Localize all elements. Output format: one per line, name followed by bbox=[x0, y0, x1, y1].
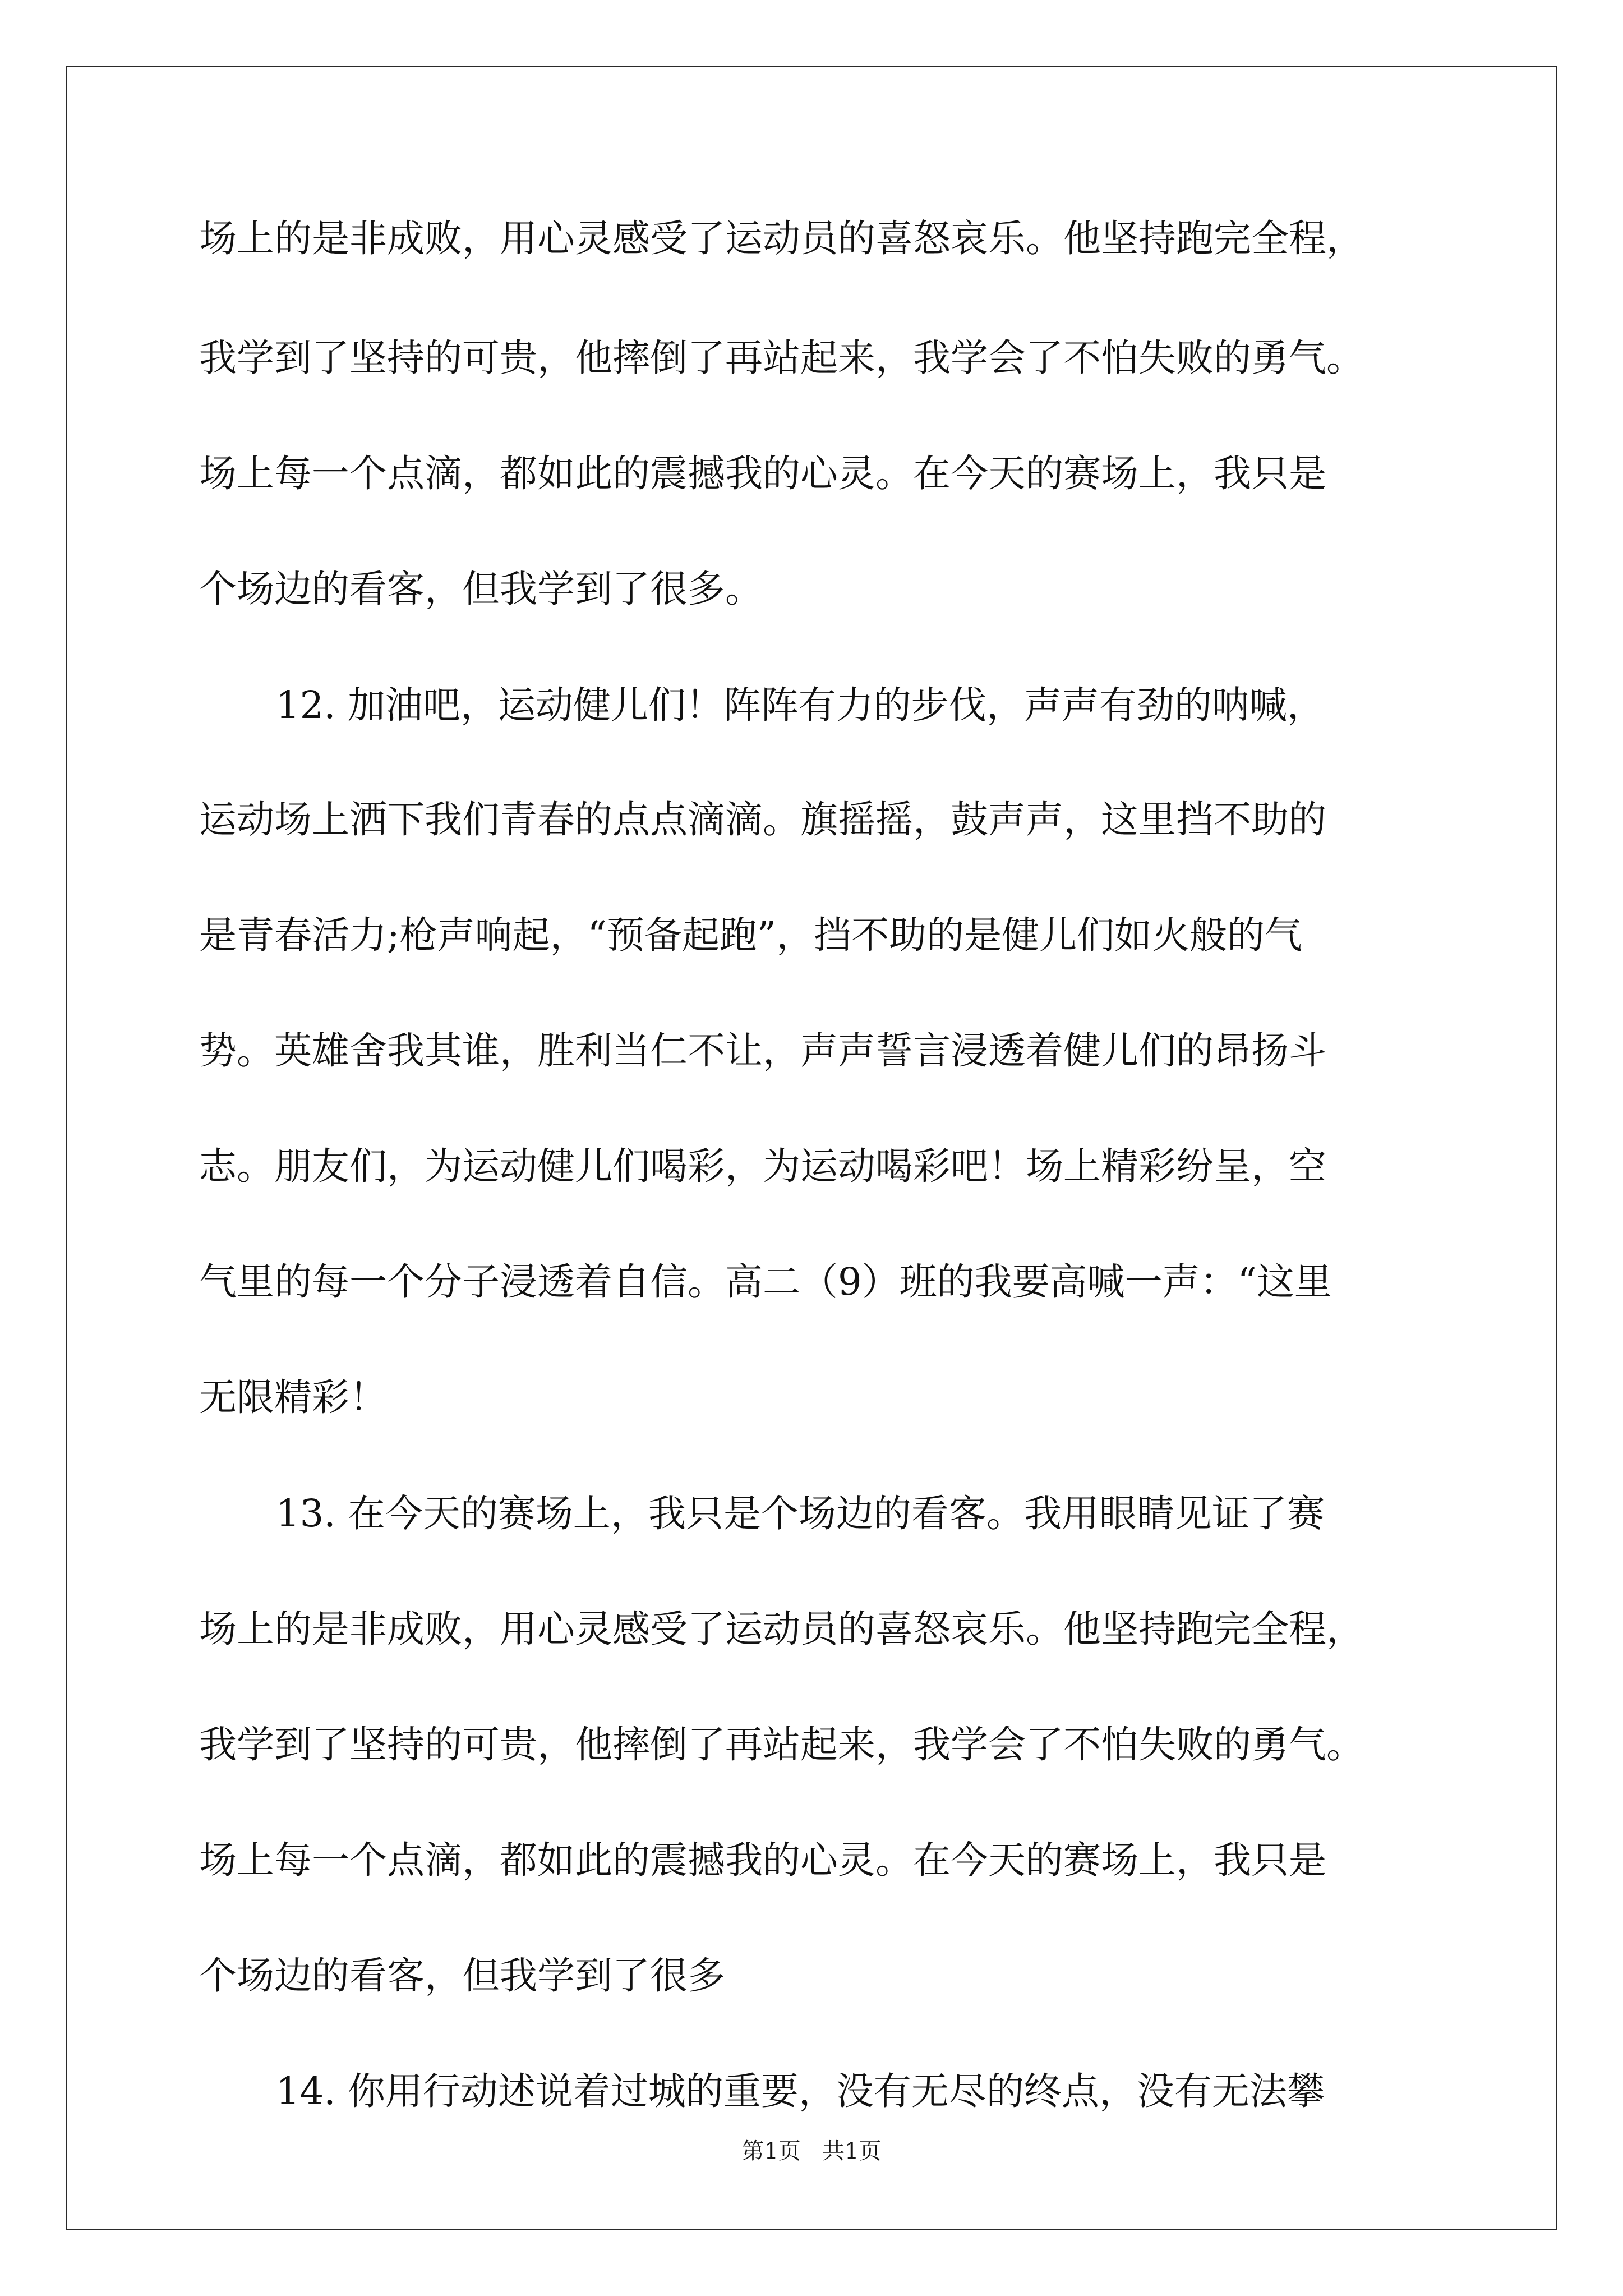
text-line: 我学到了坚持的可贵，他摔倒了再站起来，我学会了不怕失败的勇气。 bbox=[199, 336, 1364, 380]
page-number-footer: 第1页 共1页 bbox=[741, 2138, 882, 2164]
text-line: 场上每一个点滴，都如此的震撼我的心灵。在今天的赛场上，我只是 bbox=[199, 1838, 1326, 1882]
text-line: 是青春活力;枪声响起，“预备起跑”，挡不助的是健儿们如火般的气 bbox=[199, 913, 1303, 957]
text-line: 运动场上洒下我们青春的点点滴滴。旗摇摇，鼓声声，这里挡不助的 bbox=[199, 798, 1326, 841]
text-line: 场上的是非成败，用心灵感受了运动员的喜怒哀乐。他坚持跑完全程， bbox=[199, 217, 1364, 260]
paragraph-start-line: 14. 你用行动述说着过城的重要，没有无尽的终点，没有无法攀 bbox=[276, 2069, 1325, 2113]
text-line: 场上每一个点滴，都如此的震撼我的心灵。在今天的赛场上，我只是 bbox=[199, 452, 1326, 495]
paragraph-start-line: 13. 在今天的赛场上，我只是个场边的看客。我用眼睛见证了赛 bbox=[276, 1492, 1325, 1535]
text-line: 志。朋友们，为运动健儿们喝彩，为运动喝彩吧！场上精彩纷呈，空 bbox=[199, 1144, 1326, 1188]
text-line: 气里的每一个分子浸透着自信。高二（9）班的我要高喊一声：“这里 bbox=[199, 1260, 1332, 1304]
paragraph-start-line: 12. 加油吧，运动健儿们！阵阵有力的步伐，声声有劲的呐喊， bbox=[276, 683, 1325, 727]
text-line: 我学到了坚持的可贵，他摔倒了再站起来，我学会了不怕失败的勇气。 bbox=[199, 1723, 1364, 1766]
text-line: 势。英雄舍我其谁，胜利当仁不让，声声誓言浸透着健儿们的昂扬斗 bbox=[199, 1029, 1326, 1073]
text-line: 无限精彩！ bbox=[199, 1375, 387, 1419]
text-line: 个场边的看客，但我学到了很多 bbox=[199, 1954, 725, 1998]
text-line: 个场边的看客，但我学到了很多。 bbox=[199, 567, 763, 611]
text-line: 场上的是非成败，用心灵感受了运动员的喜怒哀乐。他坚持跑完全程， bbox=[199, 1607, 1364, 1651]
